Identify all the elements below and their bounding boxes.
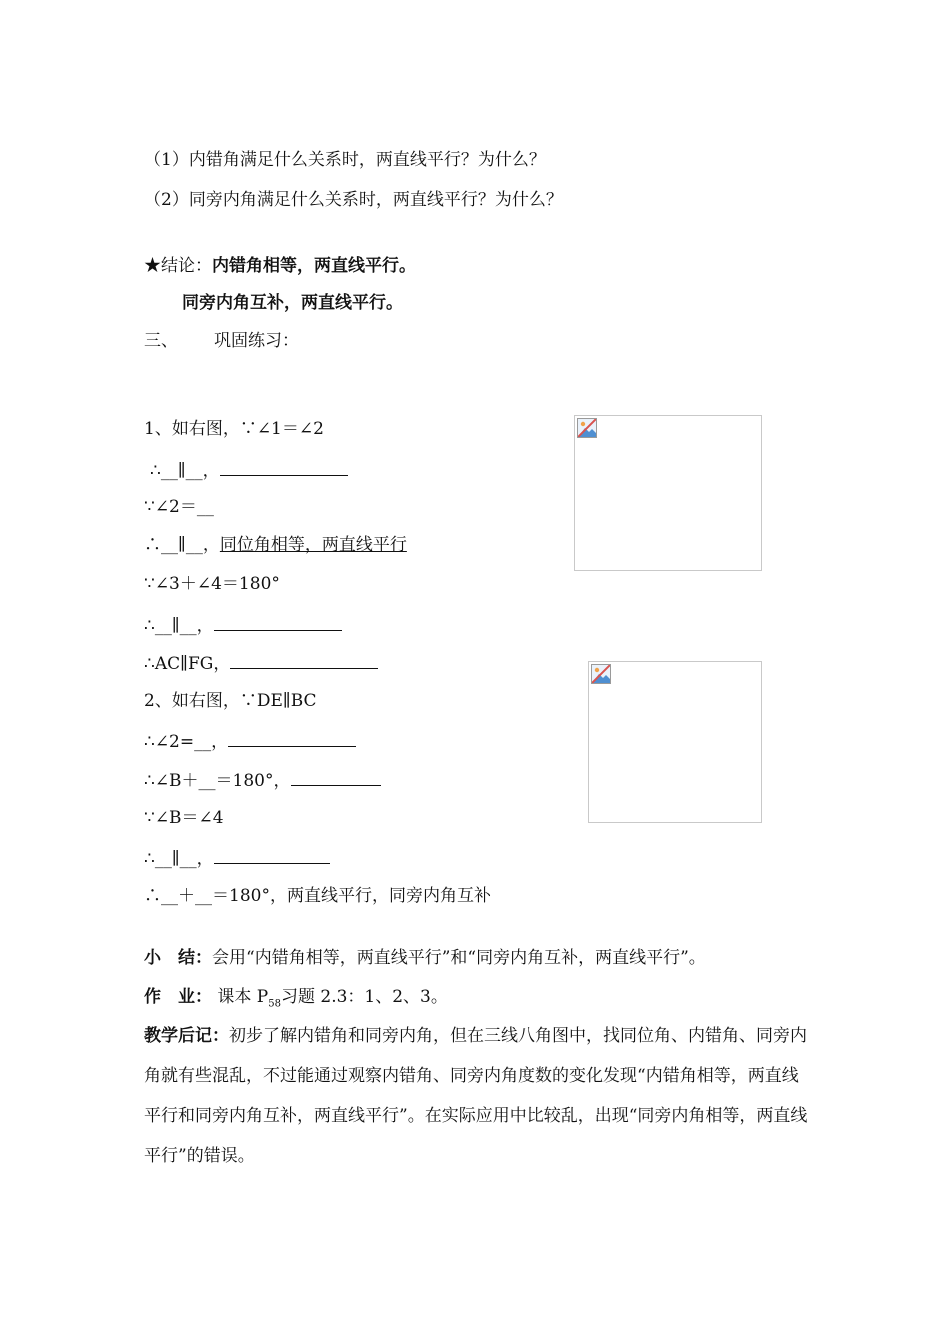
answer-blank[interactable] — [220, 458, 348, 476]
figure-1 — [574, 415, 762, 571]
ex1-line-2-text: ∴__∥__， — [150, 461, 220, 481]
ex2-line-3-text: ∴∠B＋__＝180°， — [144, 771, 291, 791]
ex2-line-3 — [144, 768, 381, 792]
answer-blank[interactable] — [214, 613, 342, 631]
homework-text-b: 习题 2.3：1、2、3。 — [280, 987, 448, 1007]
ex1-line-4-text: ∴__∥__， — [144, 535, 220, 555]
answer-blank[interactable] — [291, 768, 381, 786]
ex1-line-6 — [144, 613, 342, 637]
homework-line — [144, 986, 448, 1015]
conclusion-line-1 — [144, 255, 416, 277]
ex2-line-2-text: ∴∠2=__， — [144, 732, 229, 752]
broken-image-icon — [591, 664, 611, 684]
ex1-reason: 同位角相等，两直线平行 — [219, 535, 407, 555]
answer-blank[interactable] — [230, 651, 378, 669]
conclusion-text-1: 内错角相等，两直线平行。 — [212, 256, 416, 276]
section-heading — [144, 330, 299, 352]
question-2: （2）同旁内角满足什么关系时，两直线平行？为什么？ — [144, 190, 563, 210]
ex2-line-6: ∴__＋__＝180°，两直线平行，同旁内角互补 — [144, 886, 491, 906]
ex2-line-1: 2、如右图，∵DE∥BC — [144, 691, 317, 711]
answer-blank[interactable] — [214, 846, 330, 864]
ex1-line-5: ∵∠3＋∠4＝180° — [144, 574, 280, 594]
ex2-line-4: ∵∠B＝∠4 — [144, 808, 224, 828]
ex1-line-1: 1、如右图，∵∠1＝∠2 — [144, 419, 324, 439]
ex1-line-7 — [144, 651, 378, 675]
ex2-line-2 — [144, 729, 356, 753]
postscript-paragraph — [144, 1016, 808, 1176]
answer-blank[interactable] — [228, 729, 356, 747]
conclusion-line-2: 同旁内角互补，两直线平行。 — [182, 293, 403, 313]
postscript-text: 初步了解内错角和同旁内角，但在三线八角图中，找同位角、内错角、同旁内角就有些混乱，不过能通过观察内错角、同旁内角度数的变化发现“内错角相等，两直线平行和同旁内角互补，两直线平行”。在实际应用中比较乱，出现“同旁内角相等，两直线平行”的错误。 — [144, 1026, 808, 1166]
broken-image-icon — [577, 418, 597, 438]
figure-2 — [588, 661, 762, 823]
question-1: （1）内错角满足什么关系时，两直线平行？为什么？ — [144, 150, 546, 170]
ex2-line-5-text: ∴__∥__， — [144, 849, 214, 869]
ex1-line-3: ∵∠2＝__ — [144, 497, 214, 517]
section-number: 三、 — [144, 331, 178, 351]
summary-line — [144, 947, 706, 969]
homework-label: 作 业： — [144, 987, 212, 1007]
ex1-line-6-text: ∴__∥__， — [144, 616, 214, 636]
conclusion-label: ★结论： — [144, 256, 212, 276]
ex1-line-4 — [144, 534, 407, 556]
homework-page-sub: 58 — [268, 998, 281, 1010]
ex1-line-2 — [150, 458, 348, 482]
homework-text-a: 课本 P — [217, 987, 269, 1007]
ex2-line-5 — [144, 846, 330, 870]
section-title: 巩固练习： — [214, 331, 299, 351]
postscript-label: 教学后记： — [144, 1026, 229, 1046]
ex1-line-7-text: ∴AC∥FG， — [144, 654, 231, 674]
summary-label: 小 结： — [144, 948, 212, 968]
summary-text: 会用“内错角相等，两直线平行”和“同旁内角互补，两直线平行”。 — [212, 948, 706, 968]
